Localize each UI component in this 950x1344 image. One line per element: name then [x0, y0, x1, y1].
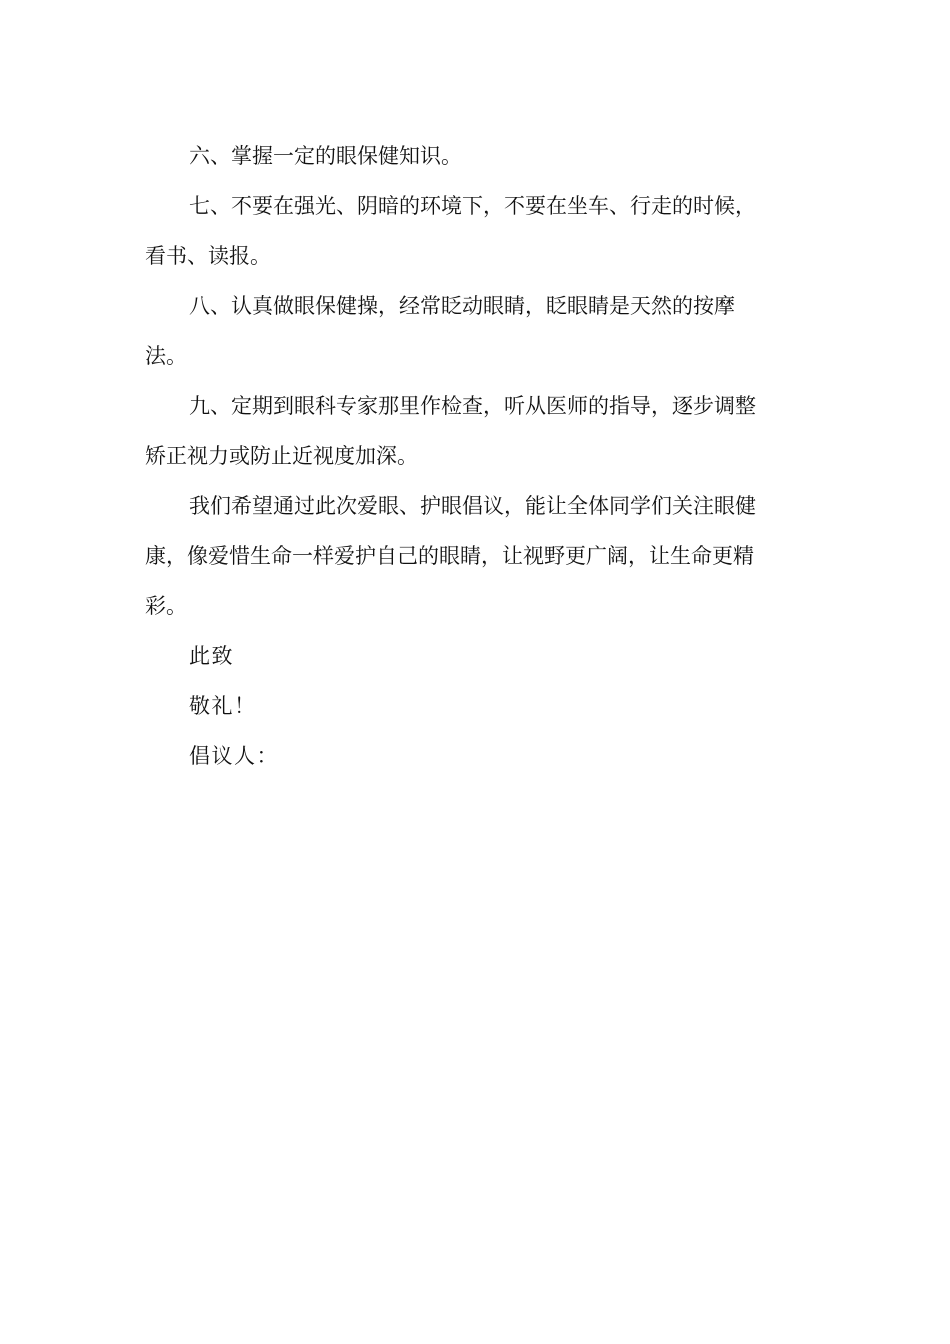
paragraph-line: 我们希望通过此次爱眼、护眼倡议，能让全体同学们关注眼健	[189, 494, 756, 518]
paragraph-line: 矫正视力或防止近视度加深。	[145, 444, 418, 468]
paragraph-line: 八、认真做眼保健操，经常眨动眼睛，眨眼睛是天然的按摩	[189, 294, 735, 318]
closing-jing-li: 敬礼！	[189, 694, 257, 718]
paragraph-line: 七、不要在强光、阴暗的环境下，不要在坐车、行走的时候，	[189, 194, 756, 218]
paragraph-line: 看书、读报。	[145, 244, 271, 268]
paragraph-line: 法。	[145, 344, 187, 368]
paragraph-item-7	[145, 181, 807, 281]
paragraph-line: 康，像爱惜生命一样爱护自己的眼睛，让视野更广阔，让生命更精	[145, 544, 754, 568]
closing-ci-zhi: 此致	[189, 644, 234, 668]
proposer-label: 倡议人：	[189, 744, 279, 768]
paragraph-line: 六、掌握一定的眼保健知识。	[189, 144, 462, 168]
document-body	[145, 131, 807, 781]
paragraph-item-8	[145, 281, 807, 381]
paragraph-appeal	[145, 481, 807, 631]
paragraph-item-9	[145, 381, 807, 481]
paragraph-line: 彩。	[145, 594, 187, 618]
paragraph-line: 九、定期到眼科专家那里作检查，听从医师的指导，逐步调整	[189, 394, 756, 418]
paragraph-item-6	[145, 131, 807, 181]
